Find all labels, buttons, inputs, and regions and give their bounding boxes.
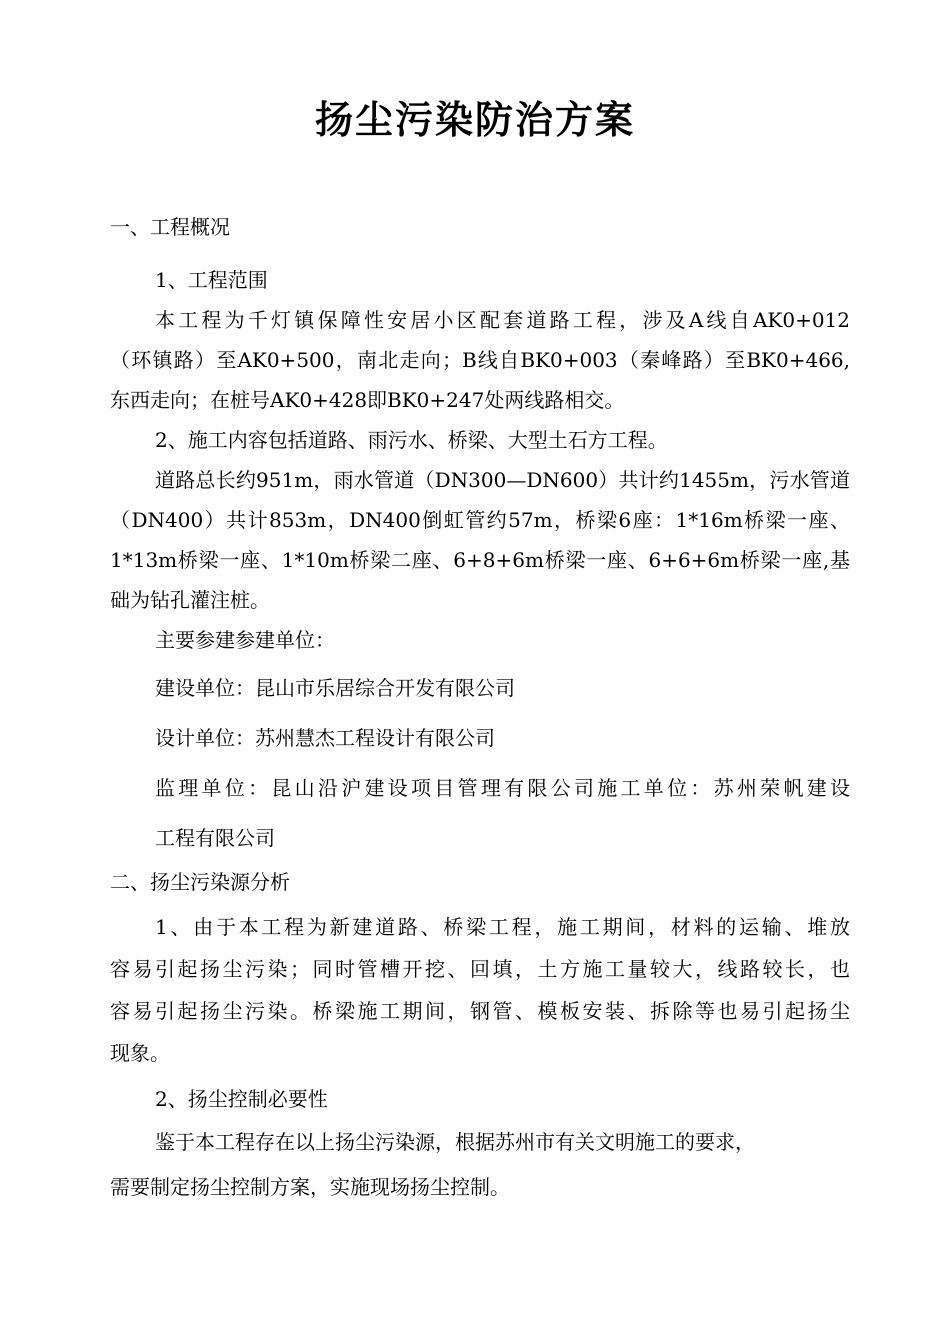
subsection-content-heading: 2、施工内容包括道路、雨污水、桥梁、大型土石方工程。	[155, 428, 668, 452]
paragraph-line: 现象。	[110, 1041, 170, 1065]
paragraph-line: 鉴于本工程存在以上扬尘污染源，根据苏州市有关文明施工的要求，	[155, 1130, 755, 1154]
paragraph-line: 1、由于本工程为新建道路、桥梁工程，施工期间，材料的运输、堆放	[155, 915, 850, 939]
document-title: 扬尘污染防治方案	[314, 98, 635, 142]
paragraph-line: 本工程为千灯镇保障性安居小区配套道路工程，涉及A线自AK0+012	[155, 308, 850, 332]
paragraph-line: （环镇路）至AK0+500，南北走向；B线自BK0+003（秦峰路）至BK0+466,	[110, 348, 850, 372]
paragraph-line: 需要制定扬尘控制方案，实施现场扬尘控制。	[110, 1175, 510, 1199]
subsection-necessity-heading: 2、扬尘控制必要性	[155, 1087, 328, 1111]
paragraph-line: 础为钻孔灌注桩。	[110, 588, 270, 612]
design-unit: 设计单位：苏州慧杰工程设计有限公司	[155, 726, 495, 750]
paragraph-line: （DN400）共计853m，DN400倒虹管约57m，桥梁6座：1*16m桥梁一座、	[110, 508, 850, 532]
section-heading-dust-source: 二、扬尘污染源分析	[110, 870, 290, 894]
owner-unit: 建设单位：昆山市乐居综合开发有限公司	[155, 676, 515, 700]
supervision-unit-continued: 工程有限公司	[155, 826, 275, 850]
subsection-scope-heading: 1、工程范围	[155, 268, 268, 292]
paragraph-line: 容易引起扬尘污染；同时管槽开挖、回填，土方施工量较大，线路较长，也	[110, 957, 850, 981]
section-heading-overview: 一、工程概况	[110, 215, 230, 239]
paragraph-line: 东西走向；在桩号AK0+428即BK0+247处两线路相交。	[110, 388, 625, 412]
paragraph-line: 容易引起扬尘污染。桥梁施工期间，钢管、模板安装、拆除等也易引起扬尘	[110, 999, 850, 1023]
supervision-unit: 监理单位：昆山沿沪建设项目管理有限公司施工单位：苏州荣帆建设	[155, 776, 850, 800]
participants-label: 主要参建参建单位：	[155, 628, 335, 652]
paragraph-line: 道路总长约951m，雨水管道（DN300—DN600）共计约1455m，污水管道	[155, 468, 850, 492]
paragraph-line: 1*13m桥梁一座、1*10m桥梁二座、6+8+6m桥梁一座、6+6+6m桥梁一座,基	[110, 548, 850, 572]
